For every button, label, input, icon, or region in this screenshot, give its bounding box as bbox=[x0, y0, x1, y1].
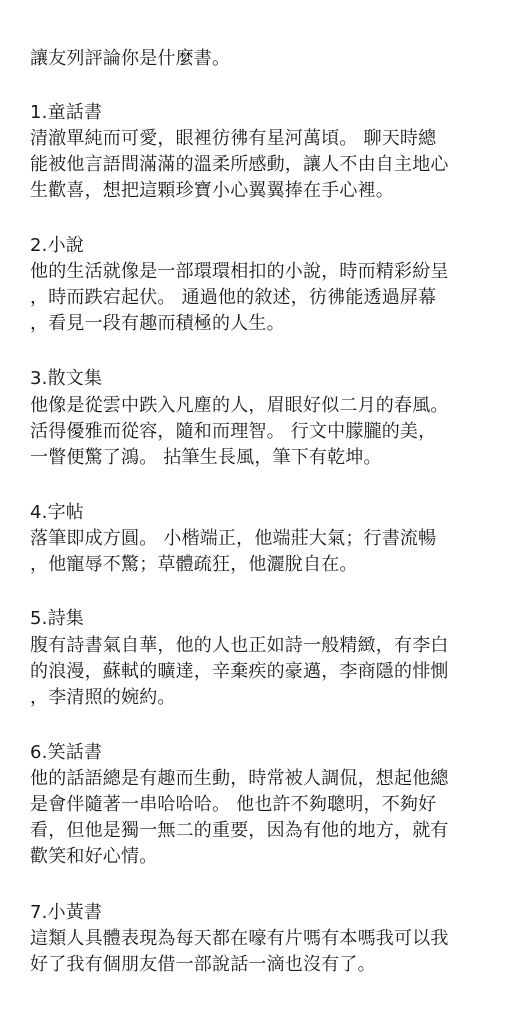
section-title-3: 3.散文集 bbox=[30, 368, 103, 389]
intro-line: 讓友列評論你是什麼書。 bbox=[30, 48, 231, 69]
section-title-5: 5.詩集 bbox=[30, 608, 84, 629]
section-6-line: 是會伴隨著一串哈哈哈。 他也許不夠聰明，不夠好 bbox=[30, 794, 437, 815]
section-7-line: 好了我有個朋友借一部說話一滴也沒有了。 bbox=[30, 954, 376, 975]
section-6-line: 歡笑和好心情。 bbox=[30, 846, 158, 867]
section-1-line: 生歡喜，想把這顆珍寶小心翼翼捧在手心裡。 bbox=[30, 180, 394, 201]
section-5-line: ，李清照的婉約。 bbox=[30, 687, 176, 708]
section-2-line: 他的生活就像是一部環環相扣的小說，時而精彩紛呈 bbox=[30, 261, 449, 282]
section-2-line: ，看見一段有趣而積極的人生。 bbox=[30, 313, 285, 334]
section-1-line: 清澈單純而可愛，眼裡彷彿有星河萬頃。 聊天時總 bbox=[30, 128, 437, 149]
section-4-line: 落筆即成方圓。 小楷端正，他端莊大氣；行書流暢 bbox=[30, 528, 437, 549]
section-3-line: 活得優雅而從容，隨和而理智。 行文中朦朧的美， bbox=[30, 421, 437, 442]
section-4-line: ，他寵辱不驚；草體疏狂，他灑脫自在。 bbox=[30, 554, 358, 575]
section-3-line: 他像是從雲中跌入凡塵的人，眉眼好似二月的春風。 bbox=[30, 395, 449, 416]
section-6-line: 他的話語總是有趣而生動，時常被人調侃，想起他總 bbox=[30, 768, 449, 789]
section-7-line: 這類人具體表現為每天都在嚎有片嗎有本嗎我可以我 bbox=[30, 928, 449, 949]
section-3-line: 一瞥便驚了鴻。 拈筆生長風，筆下有乾坤。 bbox=[30, 447, 382, 468]
section-title-1: 1.童話書 bbox=[30, 102, 103, 123]
section-1-line: 能被他言語間滿滿的溫柔所感動，讓人不由自主地心 bbox=[30, 154, 449, 175]
section-title-2: 2.小說 bbox=[30, 235, 84, 256]
section-5-line: 腹有詩書氣自華，他的人也正如詩一般精緻，有李白 bbox=[30, 635, 449, 656]
section-title-7: 7.小黃書 bbox=[30, 902, 103, 923]
section-title-4: 4.字帖 bbox=[30, 502, 84, 523]
section-5-line: 的浪漫，蘇軾的曠達，辛棄疾的豪邁，李商隱的悱惻 bbox=[30, 661, 449, 682]
section-2-line: ，時而跌宕起伏。 通過他的敘述，彷彿能透過屏幕 bbox=[30, 287, 437, 308]
section-6-line: 看，但他是獨一無二的重要，因為有他的地方，就有 bbox=[30, 820, 449, 841]
section-title-6: 6.笑話書 bbox=[30, 742, 103, 763]
